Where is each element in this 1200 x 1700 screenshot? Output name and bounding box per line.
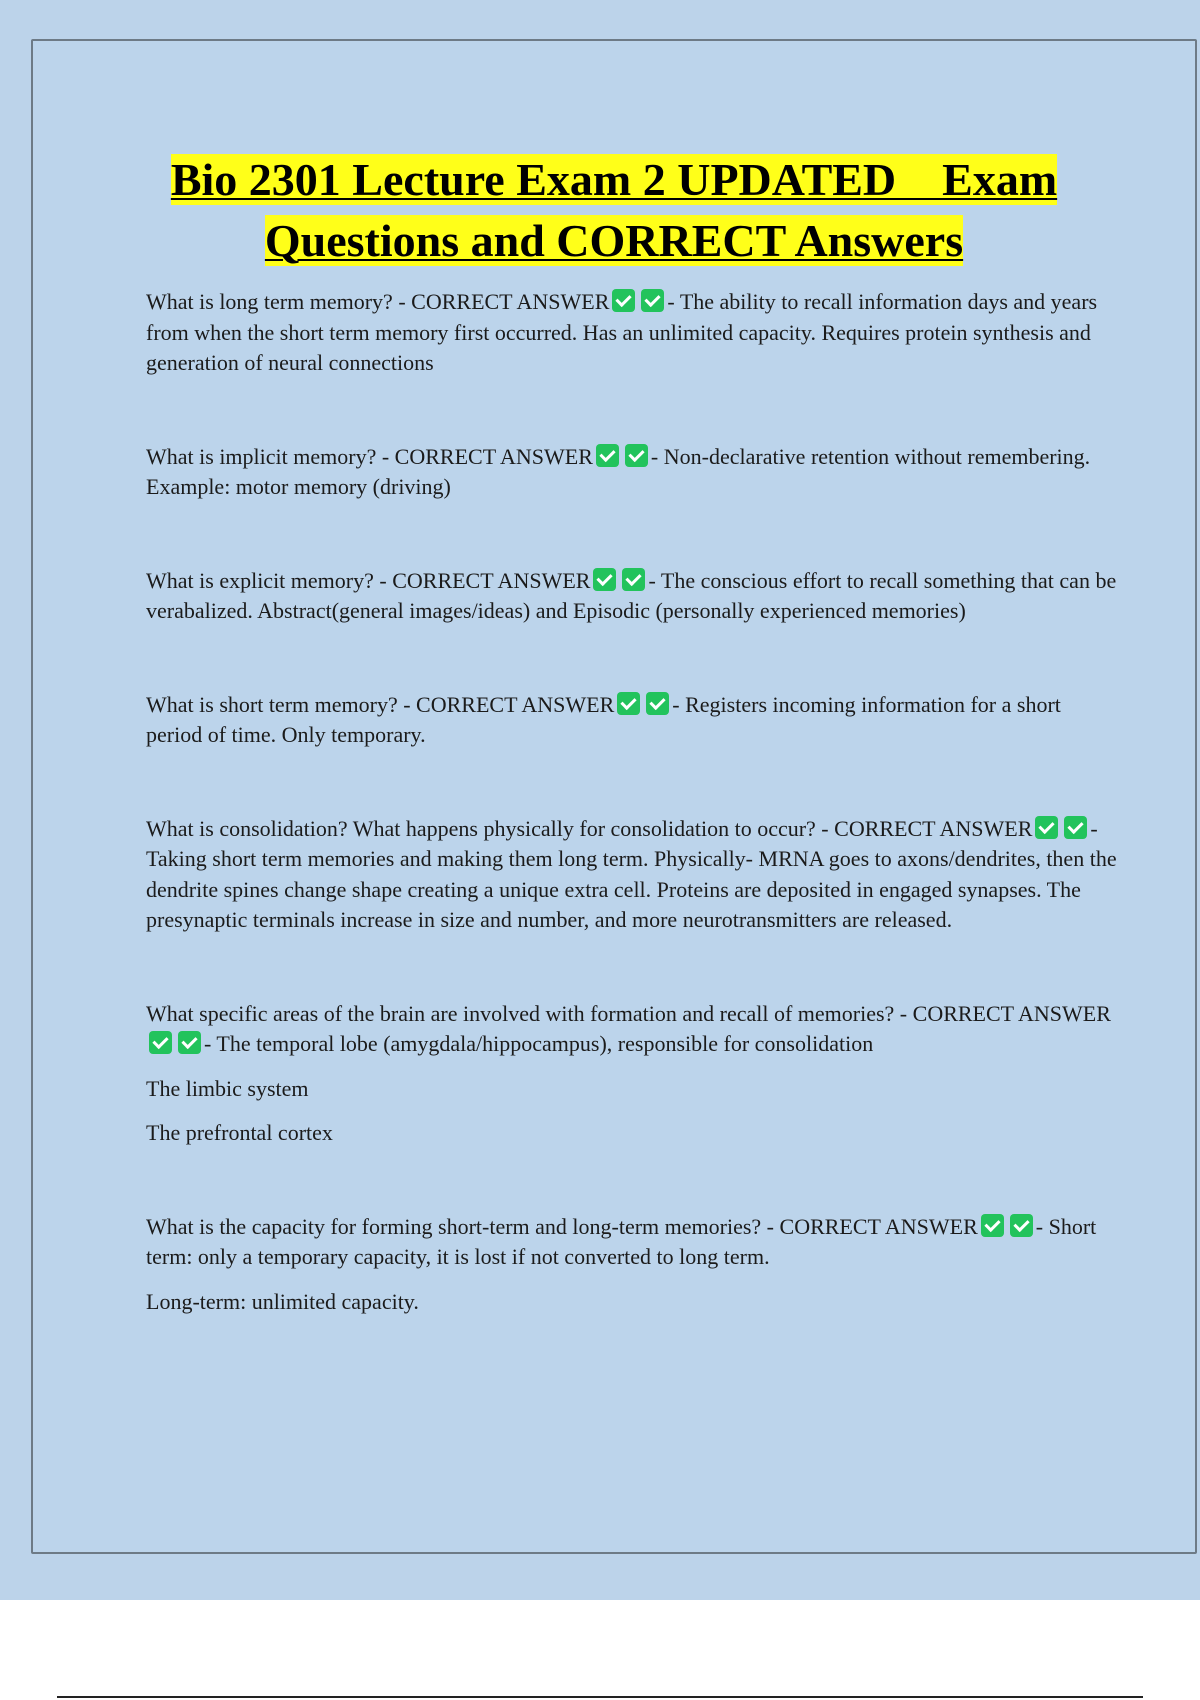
qa-spacer [146, 627, 1121, 690]
answer-text: - Non-declarative retention without remembering. Example: motor memory (driving) [146, 443, 1091, 499]
check-mark-icon [1064, 816, 1087, 839]
check-mark-icon [981, 1214, 1004, 1237]
qa-item [146, 999, 1121, 1060]
qa-item [146, 1212, 1121, 1273]
title-line-1: Bio 2301 Lecture Exam 2 UPDATED Exam [170, 154, 1058, 205]
page-divider [57, 1696, 1143, 1698]
qa-item [146, 287, 1121, 379]
qa-spacer [146, 751, 1121, 814]
answer-marker: CORRECT ANSWER [416, 691, 615, 717]
question-text: What is consolidation? What happens physically for consolidation to occur? - [146, 815, 835, 841]
question-text: What is long term memory? - [146, 289, 412, 314]
qa-item [146, 566, 1121, 627]
question-text: What is explicit memory? - [146, 567, 393, 593]
check-mark-icon [149, 1031, 172, 1054]
answer-text: - The conscious effort to recall something that can be verabalized. Abstract(general images/ideas) and Episodic (personally experienced memories) [146, 567, 1117, 623]
qa-list [146, 287, 1121, 1317]
qa-spacer [146, 1149, 1121, 1212]
qa-item [146, 442, 1121, 503]
question-text: What is short term memory? - [146, 691, 417, 717]
answer-marker: CORRECT ANSWER [411, 289, 610, 314]
document-title [33, 149, 1195, 271]
qa-spacer [146, 936, 1121, 999]
check-mark-icon [1035, 816, 1058, 839]
answer-marker: CORRECT ANSWER [834, 815, 1033, 841]
check-mark-icon [612, 289, 635, 312]
check-mark-icon [1010, 1214, 1033, 1237]
answer-text: - The ability to recall information days and years from when the short term memory first occurred. Has an unlimited capacity. Requires protein synthesis and generation of neural connections [146, 289, 1098, 375]
check-mark-icon [617, 692, 640, 715]
answer-extra-line: Long-term: unlimited capacity. [146, 1288, 419, 1314]
answer-text: - The temporal lobe (amygdala/hippocampus), responsible for consolidation [204, 1031, 874, 1056]
check-mark-icon [625, 444, 648, 467]
title-line-2: Questions and CORRECT Answers [264, 215, 964, 266]
qa-item [146, 814, 1121, 936]
answer-extra-line: The prefrontal cortex [146, 1120, 333, 1145]
answer-marker: CORRECT ANSWER [394, 443, 593, 469]
qa-item [146, 690, 1121, 751]
qa-spacer [146, 379, 1121, 442]
qa-spacer [146, 503, 1121, 566]
answer-extra-line: The limbic system [146, 1075, 309, 1101]
document-page [31, 39, 1197, 1554]
check-mark-icon [596, 444, 619, 467]
answer-marker: CORRECT ANSWER [912, 1000, 1111, 1026]
question-text: What is the capacity for forming short-term and long-term memories? - [146, 1213, 780, 1239]
check-mark-icon [622, 568, 645, 591]
question-text: What is implicit memory? - [146, 443, 395, 469]
answer-text: - Registers incoming information for a short period of time. Only temporary. [146, 691, 1061, 747]
question-text: What specific areas of the brain are involved with formation and recall of memories? - [146, 1000, 913, 1026]
answer-text: - Taking short term memories and making them long term. Physically- MRNA goes to axons/dendrites, then the dendrite spines change shape creating a unique extra cell. Proteins are deposited in engaged synapses. The presynaptic terminals increase in size and number, and more neurotransmitters are released. [146, 815, 1117, 932]
check-mark-icon [593, 568, 616, 591]
check-mark-icon [178, 1031, 201, 1054]
answer-text: - Short term: only a temporary capacity, it is lost if not converted to long term. [146, 1213, 1097, 1269]
answer-marker: CORRECT ANSWER [779, 1213, 978, 1239]
check-mark-icon [641, 289, 664, 312]
answer-marker: CORRECT ANSWER [392, 567, 591, 593]
check-mark-icon [646, 692, 669, 715]
